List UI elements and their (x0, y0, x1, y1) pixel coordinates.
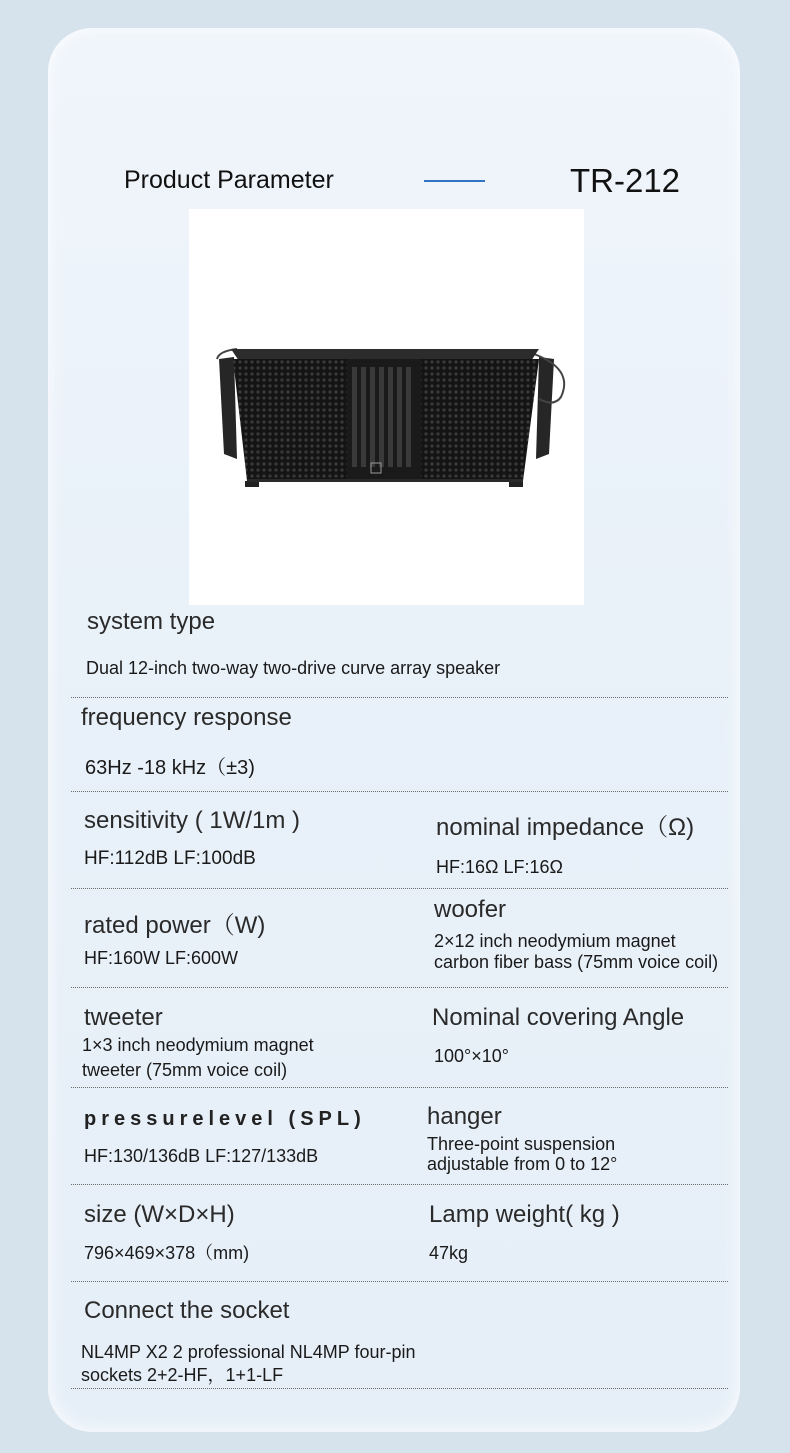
frequency-response-value: 63Hz -18 kHz（±3) (85, 757, 255, 779)
product-image (189, 209, 584, 605)
weight-value: 47kg (429, 1243, 469, 1263)
covering-angle-label: Nominal covering Angle (432, 1004, 685, 1031)
row-divider (71, 697, 728, 698)
sensitivity-label: sensitivity ( 1W/1m ) (84, 807, 301, 834)
row-divider (71, 1281, 728, 1282)
socket-label: Connect the socket (84, 1297, 290, 1324)
row-divider (71, 1388, 728, 1389)
woofer-label: woofer (434, 896, 507, 923)
woofer-value-line2: carbon fiber bass (75mm voice coil) (434, 952, 719, 972)
row-divider (71, 888, 728, 889)
weight-label: Lamp weight( kg ) (429, 1201, 620, 1228)
frequency-response-label: frequency response (81, 704, 292, 731)
covering-angle-value: 100°×10° (434, 1046, 509, 1066)
hanger-label: hanger (427, 1103, 502, 1130)
row-divider (71, 1184, 728, 1185)
hanger-value-line2: adjustable from 0 to 12° (427, 1154, 618, 1174)
tweeter-value-line2: tweeter (75mm voice coil) (82, 1060, 288, 1080)
sensitivity-value: HF:112dB LF:100dB (84, 848, 256, 869)
title-divider (424, 180, 485, 182)
row-divider (71, 791, 728, 792)
rated-power-value: HF:160W LF:600W (84, 948, 239, 968)
tweeter-label: tweeter (84, 1004, 163, 1031)
model-number: TR-212 (570, 162, 681, 199)
speaker-cabinet-photo-icon (189, 209, 584, 605)
row-divider (71, 987, 728, 988)
size-value: 796×469×378（mm) (84, 1243, 250, 1263)
socket-value-line1: NL4MP X2 2 professional NL4MP four-pin (81, 1342, 416, 1362)
page-title: Product Parameter (124, 166, 334, 194)
socket-value-line2: sockets 2+2-HF，1+1-LF (81, 1365, 284, 1385)
pressure-level-label: pressurelevel (SPL) (84, 1108, 366, 1130)
nominal-impedance-label: nominal impedance（Ω) (436, 814, 695, 841)
woofer-value-line1: 2×12 inch neodymium magnet (434, 931, 676, 951)
rated-power-label: rated power（W) (84, 912, 266, 939)
pressure-level-value: HF:130/136dB LF:127/133dB (84, 1146, 319, 1166)
system-type-value: Dual 12-inch two-way two-drive curve array speaker (86, 658, 501, 678)
system-type-label: system type (87, 608, 216, 635)
nominal-impedance-value: HF:16Ω LF:16Ω (436, 857, 563, 877)
tweeter-value-line1: 1×3 inch neodymium magnet (82, 1035, 314, 1055)
size-label: size (W×D×H) (84, 1201, 235, 1228)
hanger-value-line1: Three-point suspension (427, 1134, 616, 1154)
row-divider (71, 1087, 728, 1088)
